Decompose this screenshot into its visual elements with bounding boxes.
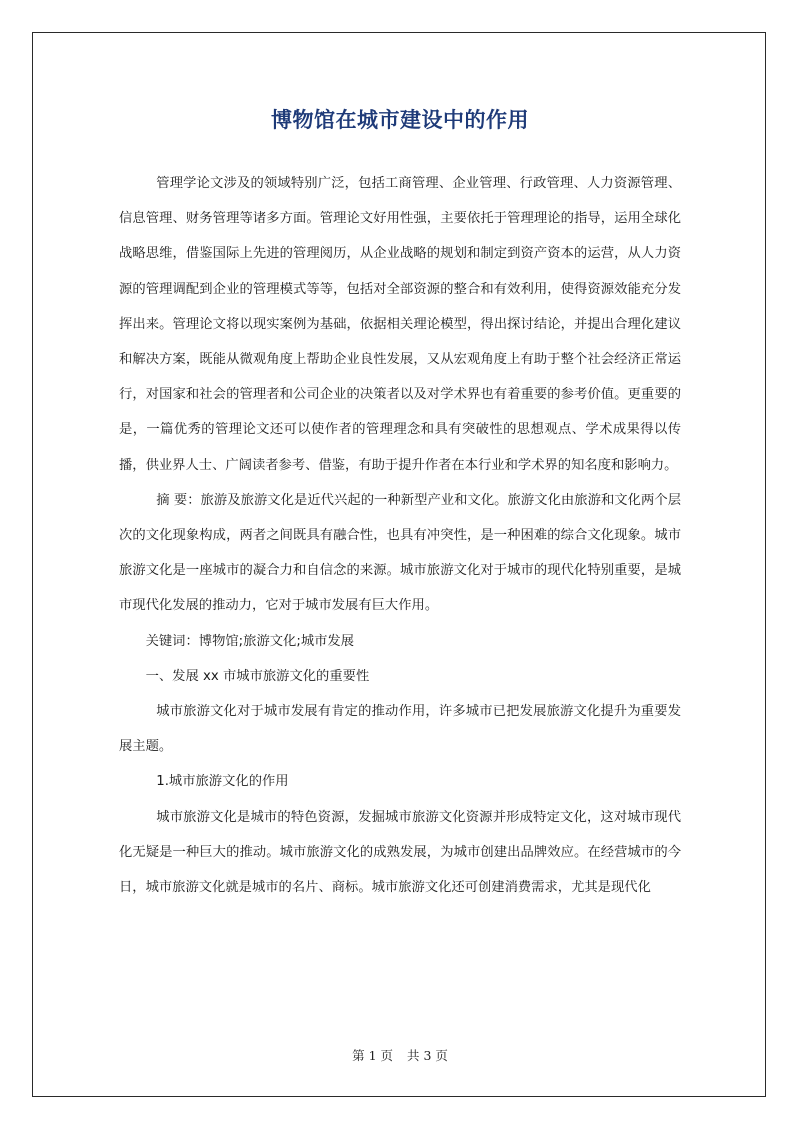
subsection-heading: 1.城市旅游文化的作用 [156, 774, 289, 790]
page-number: 第 1 页 [352, 1048, 393, 1063]
document-body [119, 166, 681, 905]
section-paragraph: 城市旅游文化对于城市发展有肯定的推动作用，许多城市已把发展旅游文化提升为重要发展主题。 [119, 704, 681, 755]
document-title: 博物馆在城市建设中的作用 [271, 108, 529, 132]
abstract-paragraph: 摘 要：旅游及旅游文化是近代兴起的一种新型产业和文化。旅游文化由旅游和文化两个层次的文化现象构成，两者之间既具有融合性，也具有冲突性，是一种困难的综合文化现象。城市旅游文化是一座城市的凝合力和自信念的来源。城市旅游文化对于城市的现代化特别重要，是城市现代化发展的推动力，它对于城市发展有巨大作用。 [119, 492, 681, 614]
intro-paragraph: 管理学论文涉及的领域特别广泛，包括工商管理、企业管理、行政管理、人力资源管理、信息管理、财务管理等诸多方面。管理论文好用性强，主要依托于管理理论的指导，运用全球化战略思维，借鉴国际上先进的管理阅历，从企业战略的规划和制定到资产资本的运营，从人力资源的管理调配到企业的管理模式等等，包括对全部资源的整合和有效利用，使得资源效能充分发挥出来。管理论文将以现实案例为基础，依据相关理论模型，得出探讨结论，并提出合理化建议和解决方案，既能从微观角度上帮助企业良性发展，又从宏观角度上有助于整个社会经济正常运行，对国家和社会的管理者和公司企业的决策者以及对学术界也有着重要的参考价值。更重要的是，一篇优秀的管理论文还可以使作者的管理理念和具有突破性的思想观点、学术成果得以传播，供业界人士、广阔读者参考、借鉴，有助于提升作者在本行业和学术界的知名度和影响力。 [119, 176, 681, 473]
subsection-paragraph: 城市旅游文化是城市的特色资源，发掘城市旅游文化资源并形成特定文化，这对城市现代化无疑是一种巨大的推动。城市旅游文化的成熟发展，为城市创建出品牌效应。在经营城市的今日，城市旅游文化就是城市的名片、商标。城市旅游文化还可创建消费需求，尤其是现代化 [119, 809, 681, 896]
keywords-line: 关键词：博物馆;旅游文化;城市发展 [145, 633, 355, 649]
section-heading: 一、发展 xx 市城市旅游文化的重要性 [145, 668, 370, 684]
page-footer [0, 1046, 800, 1064]
page-total: 共 3 页 [407, 1048, 448, 1063]
